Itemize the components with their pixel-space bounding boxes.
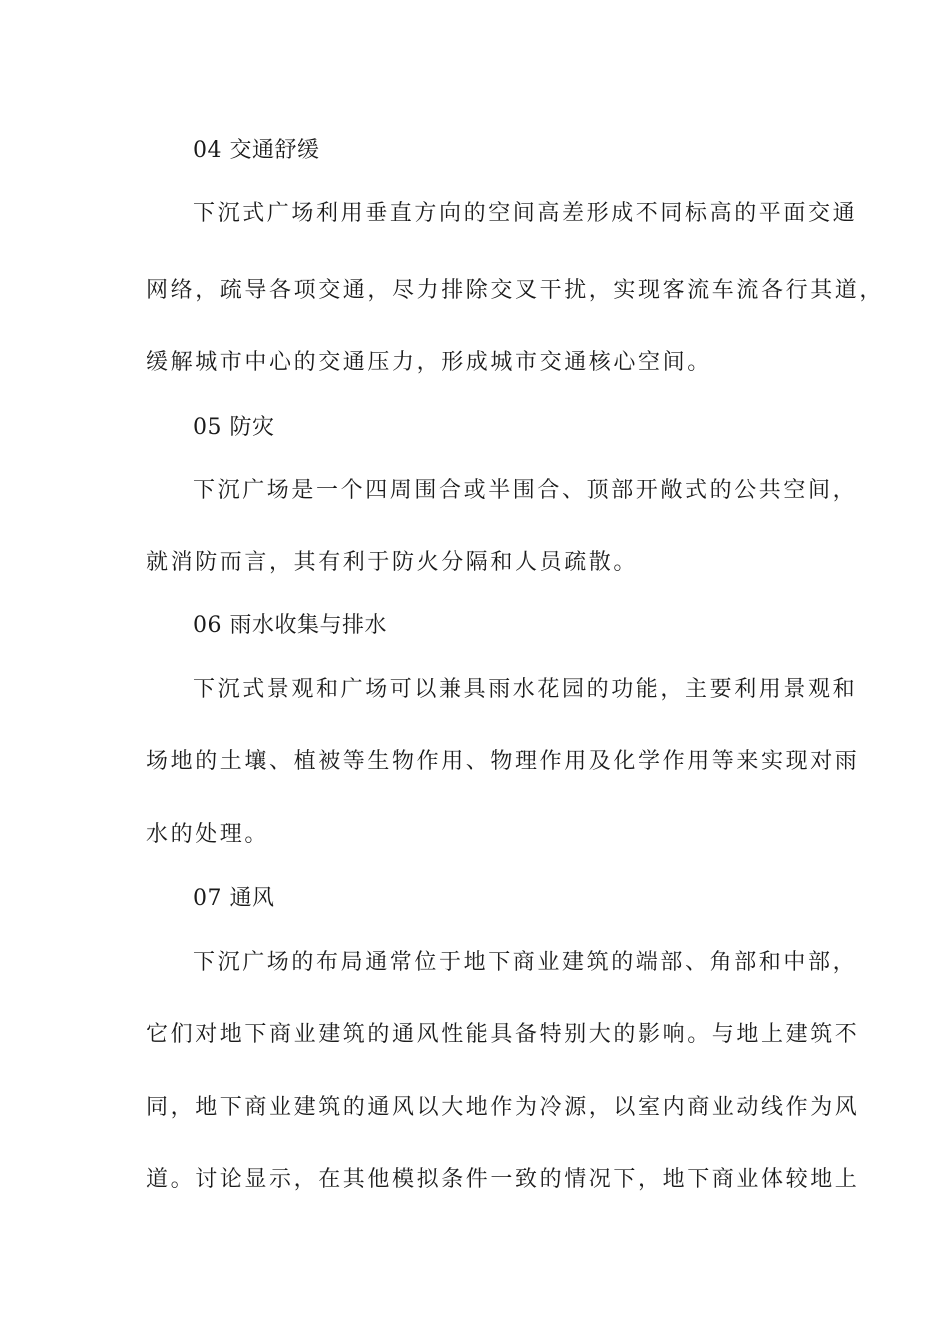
paragraph-line: 缓解城市中心的交通压力，形成城市交通核心空间。	[146, 350, 712, 375]
paragraph-line: 下沉式景观和广场可以兼具雨水花园的功能，主要利用景观和	[193, 677, 858, 702]
section-heading-06: 06 雨水收集与排水	[193, 613, 387, 638]
paragraph-line: 场地的土壤、植被等生物作用、物理作用及化学作用等来实现对雨	[146, 749, 860, 774]
paragraph-line: 下沉广场的布局通常位于地下商业建筑的端部、角部和中部，	[193, 950, 858, 975]
paragraph-line: 道。讨论显示，在其他模拟条件一致的情况下，地下商业体较地上	[146, 1167, 860, 1192]
section-heading-04: 04 交通舒缓	[193, 138, 320, 163]
paragraph-line: 网络，疏导各项交通，尽力排除交叉干扰，实现客流车流各行其道，	[146, 278, 885, 303]
paragraph-line: 下沉式广场利用垂直方向的空间高差形成不同标高的平面交通	[193, 201, 858, 226]
paragraph-line: 下沉广场是一个四周围合或半围合、顶部开敞式的公共空间，	[193, 478, 858, 503]
section-heading-07: 07 通风	[193, 886, 275, 911]
paragraph-line: 同，地下商业建筑的通风以大地作为冷源，以室内商业动线作为风	[146, 1095, 860, 1120]
paragraph-line: 它们对地下商业建筑的通风性能具备特别大的影响。与地上建筑不	[146, 1022, 860, 1047]
paragraph-line: 水的处理。	[146, 822, 270, 847]
paragraph-line: 就消防而言，其有利于防火分隔和人员疏散。	[146, 550, 639, 575]
section-heading-05: 05 防灾	[193, 415, 275, 440]
